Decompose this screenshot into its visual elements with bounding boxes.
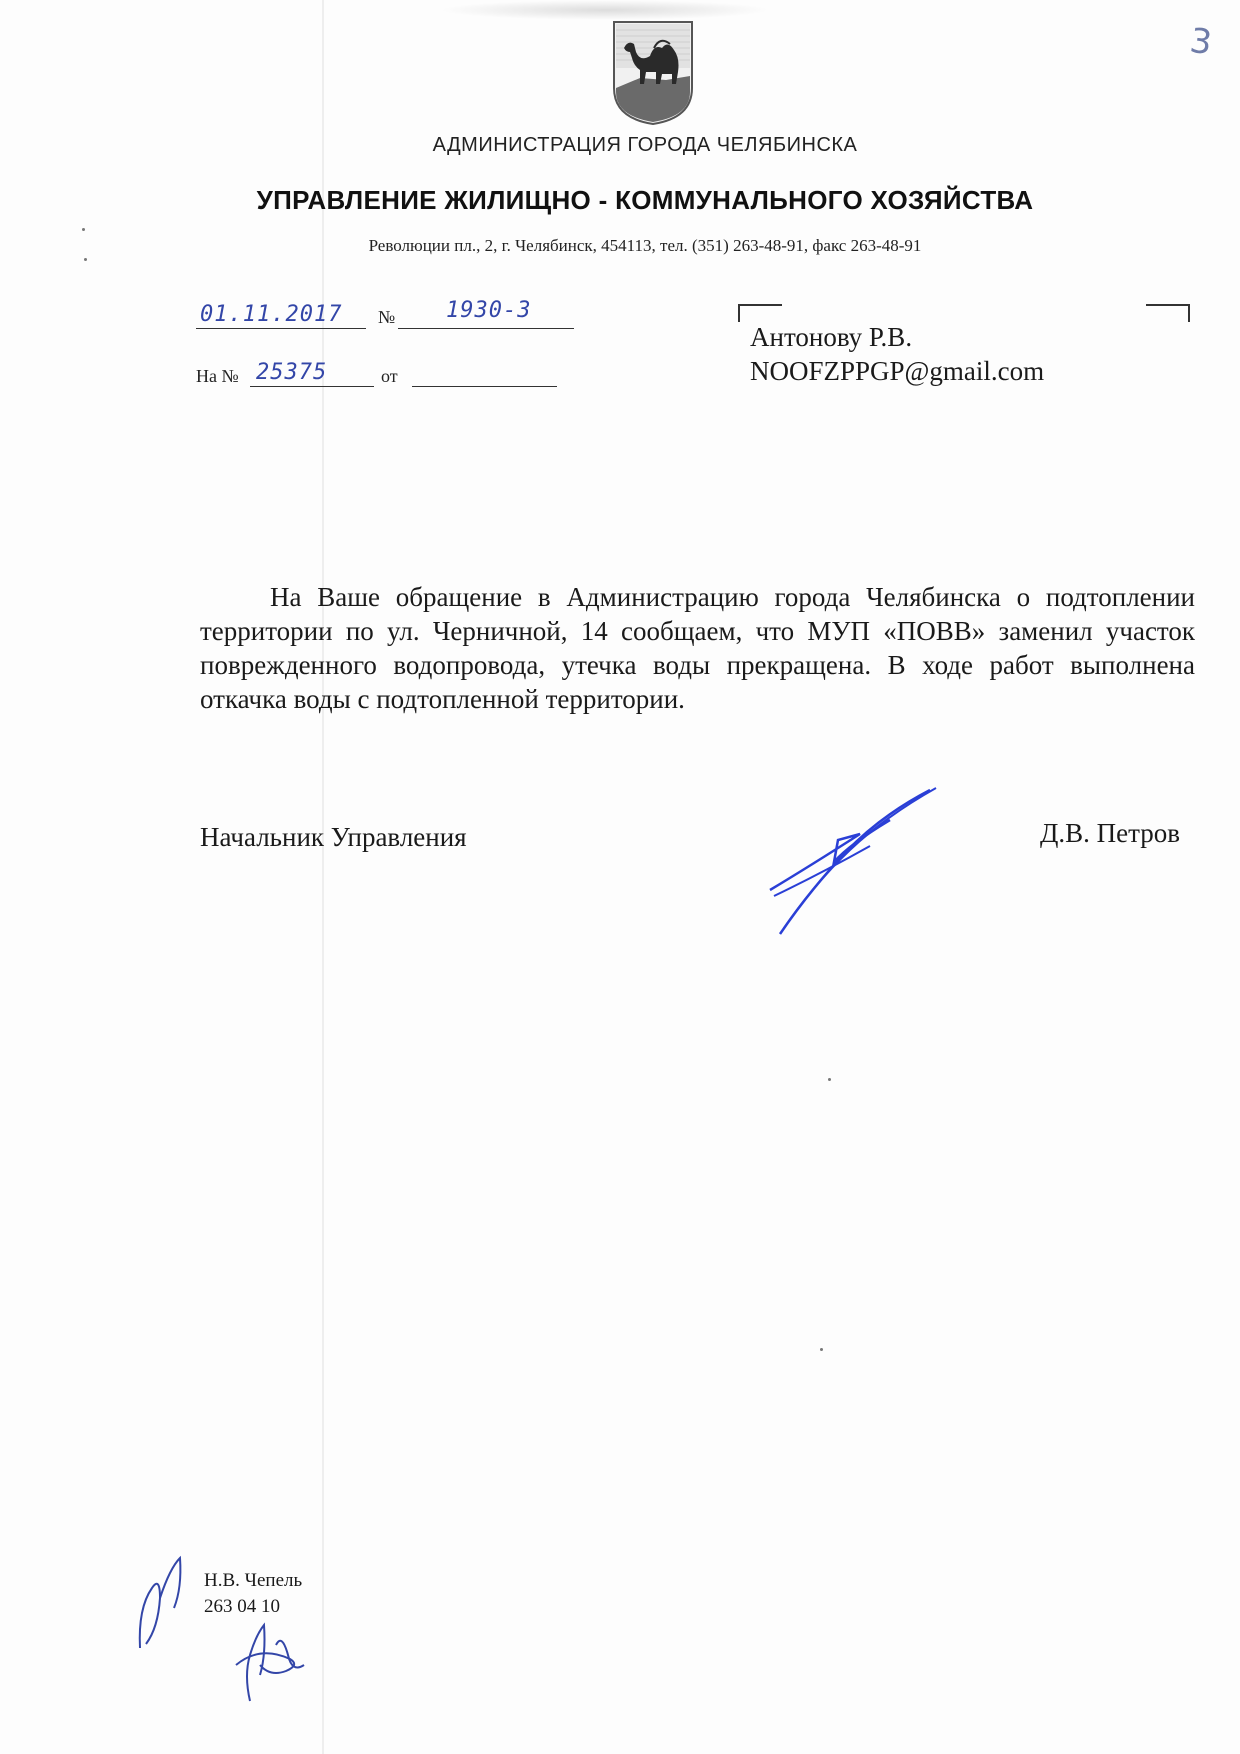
reply-number-label: На № bbox=[196, 366, 239, 386]
from-date-field bbox=[412, 360, 557, 387]
executor-name: Н.В. Чепель bbox=[204, 1570, 303, 1591]
signatory-position: Начальник Управления bbox=[200, 822, 467, 852]
handwritten-signature bbox=[750, 780, 940, 940]
page-number-mark: 3 bbox=[1187, 20, 1215, 64]
number-label: № bbox=[378, 307, 396, 327]
scan-speck bbox=[828, 1078, 831, 1081]
executor-signature bbox=[130, 1548, 200, 1658]
from-label: от bbox=[381, 366, 398, 386]
scan-speck bbox=[82, 228, 85, 231]
signatory-name: Д.В. Петров bbox=[1040, 818, 1181, 848]
recipient-corner-left bbox=[738, 304, 782, 322]
handwritten-reply-number: 25375 bbox=[256, 360, 328, 385]
department-address: Революции пл., 2, г. Челябинск, 454113, тел. (351) 263-48-91, факс 263-48-91 bbox=[368, 236, 922, 255]
recipient-email: NOOFZPPGP@gmail.com bbox=[750, 356, 1045, 386]
administration-title: АДМИНИСТРАЦИЯ ГОРОДА ЧЕЛЯБИНСКА bbox=[432, 134, 858, 156]
recipient-corner-right bbox=[1146, 304, 1190, 322]
department-title: УПРАВЛЕНИЕ ЖИЛИЩНО - КОММУНАЛЬНОГО ХОЗЯЙСТВА bbox=[256, 185, 1034, 215]
handwritten-number: 1930-3 bbox=[446, 298, 532, 323]
letter-body: На Ваше обращение в Администрацию города Челябинска о подтоплении территории по ул. Черничной, 14 сообщаем, что МУП «ПОВВ» заменил участок поврежденного водопровода, утечка воды прекращена. В ходе работ выполнена откачка воды с подтопленной территории. bbox=[200, 582, 1195, 714]
scan-speck bbox=[84, 258, 87, 261]
scan-smudge bbox=[440, 0, 770, 20]
recipient-name: Антонову Р.В. bbox=[750, 322, 913, 352]
handwritten-date: 01.11.2017 bbox=[200, 302, 343, 327]
initials-signature bbox=[230, 1615, 310, 1705]
scan-speck bbox=[820, 1348, 823, 1351]
coat-of-arms-icon bbox=[610, 18, 696, 126]
scan-artifact-line bbox=[322, 0, 324, 1754]
executor-phone: 263 04 10 bbox=[204, 1596, 280, 1617]
